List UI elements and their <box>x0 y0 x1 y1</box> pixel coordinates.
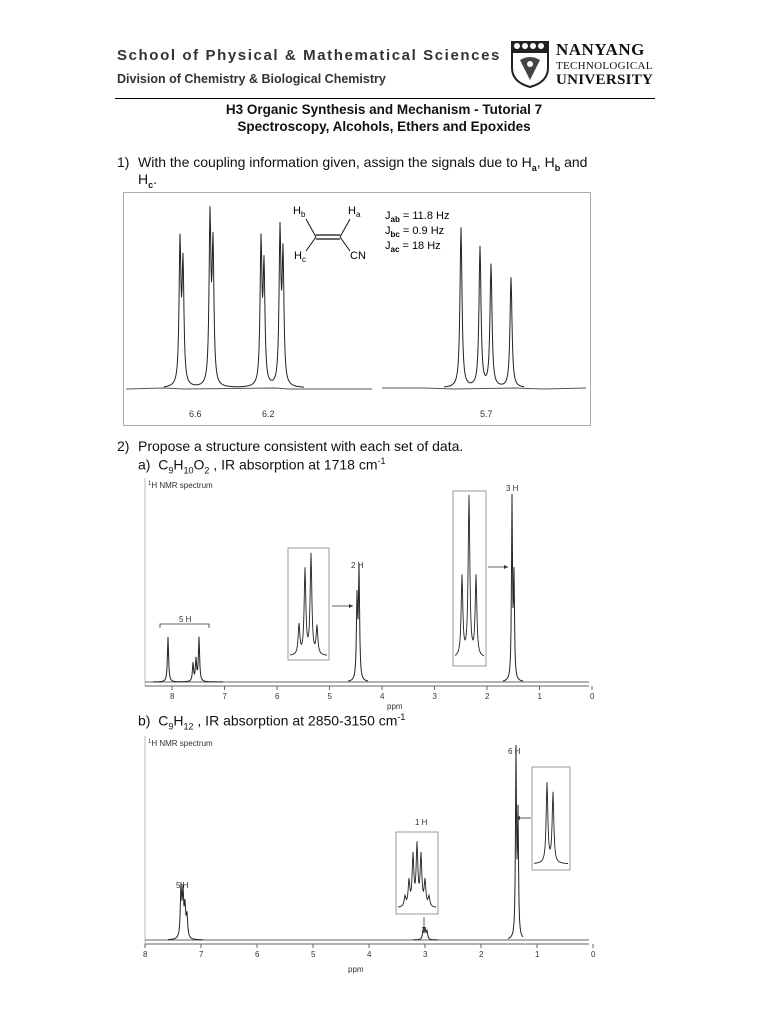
q1-text-line2: $H_c$. <box>138 171 158 190</box>
q2a-nmr-spectrum <box>143 476 595 712</box>
q2a-header: a) $C_9H_{10}O_2$ , IR absorption at 1718 $cm^{-1}$ <box>138 456 386 476</box>
q2a-tick-label: 5 <box>327 692 332 701</box>
q2b-peaks <box>168 745 523 940</box>
q2a-integral-bracket <box>160 624 209 628</box>
q2a-integral-2h: 2 H <box>351 561 364 570</box>
q2b-septet-signal <box>413 928 438 940</box>
university-logo <box>508 40 654 88</box>
q1-signal-right <box>444 227 524 387</box>
q1-baseline <box>126 388 586 389</box>
q1-peaks <box>164 206 524 387</box>
q2b-integral-1h: 1 H <box>415 818 428 827</box>
q2b-inset-doublet <box>532 767 570 870</box>
q2b-tick-label: 5 <box>311 950 316 959</box>
q2a-tick-label: 3 <box>432 692 437 701</box>
logo-line-3: UNIVERSITY <box>556 72 654 88</box>
q2a-tick-label: 0 <box>590 692 595 701</box>
q2b-aromatic-signal <box>168 882 203 939</box>
q2a-spectrum-label: $^1$H NMR spectrum <box>148 481 213 490</box>
structure-ha: $H_a$ <box>348 205 361 219</box>
q1-tick-5.7: 5.7 <box>480 409 493 419</box>
coupling-ab: $J_{ab} = 11.8$ Hz <box>385 210 450 224</box>
q2b-spectrum-label: $^1$H NMR spectrum <box>148 739 213 748</box>
q2a-aromatic-signal <box>153 637 223 682</box>
q2b-tick-label: 1 <box>535 950 540 959</box>
q2a-tick-label: 2 <box>485 692 490 701</box>
q2b-integral-6h: 6 H <box>508 747 521 756</box>
q2b-doublet-signal <box>508 745 523 938</box>
q2b-tick-label: 6 <box>255 950 260 959</box>
q1-nmr-figure <box>123 192 591 426</box>
tutorial-subtitle: Spectroscopy, Alcohols, Ethers and Epoxides <box>237 119 531 134</box>
q2a-tick-label: 4 <box>380 692 385 701</box>
q2a-integral-3h: 3 H <box>506 484 519 493</box>
q1-number: 1) <box>117 154 130 170</box>
division-name: Division of Chemistry & Biological Chemistry <box>117 72 386 86</box>
q2b-tick-label: 4 <box>367 950 372 959</box>
logo-line-2: TECHNOLOGICAL <box>556 60 653 72</box>
coupling-constants <box>385 210 449 254</box>
q2a-inset-quartet <box>288 548 329 660</box>
q2a-triplet-signal <box>503 494 523 681</box>
q1-tick-6.6: 6.6 <box>189 409 202 419</box>
header-divider <box>115 98 655 99</box>
coupling-bc: $J_{bc} = 0.9$ Hz <box>385 225 445 239</box>
q2b-axis-ticks <box>143 944 596 959</box>
q2b-tick-label: 2 <box>479 950 484 959</box>
q2a-tick-label: 6 <box>275 692 280 701</box>
structure-hc: $H_c$ <box>294 250 306 264</box>
acrylonitrile-structure <box>293 205 366 264</box>
q2-number: 2) <box>117 438 130 454</box>
q2-text: Propose a structure consistent with each set of data. <box>138 438 464 454</box>
school-name: School of Physical & Mathematical Sciences <box>117 47 501 64</box>
q2a-tick-label: 1 <box>537 692 542 701</box>
q2b-tick-label: 3 <box>423 950 428 959</box>
q2b-header: b) $C_9H_{12}$ , IR absorption at 2850-3150 $cm^{-1}$ <box>138 712 406 732</box>
structure-hb: $H_b$ <box>293 205 306 219</box>
q2b-tick-label: 7 <box>199 950 204 959</box>
q2b-integral-5h: 5 H <box>176 881 189 890</box>
q2b-tick-label: 0 <box>591 950 596 959</box>
q1-signal-left <box>164 206 304 387</box>
q2a-ppm-label: ppm <box>387 702 403 711</box>
q2b-tick-label: 8 <box>143 950 148 959</box>
q2b-nmr-spectrum <box>143 734 595 979</box>
crest-icon <box>508 40 552 88</box>
coupling-ac: $J_{ac} = 18$ Hz <box>385 240 441 254</box>
q2b-ppm-label: ppm <box>348 965 364 974</box>
q2a-axis-ticks <box>170 686 595 701</box>
tutorial-title: H3 Organic Synthesis and Mechanism - Tutorial 7 <box>225 102 543 117</box>
structure-cn: CN <box>350 250 366 262</box>
q2a-quartet-signal <box>348 563 368 681</box>
q1-tick-6.2: 6.2 <box>262 409 275 419</box>
q2a-integral-5h: 5 H <box>179 615 192 624</box>
q1-text: With the coupling information given, assign the signals due to $H_a$, $H_b$ and <box>138 154 588 173</box>
q2a-tick-label: 8 <box>170 692 175 701</box>
q2a-tick-label: 7 <box>222 692 227 701</box>
logo-line-1: NANYANG <box>556 40 645 59</box>
